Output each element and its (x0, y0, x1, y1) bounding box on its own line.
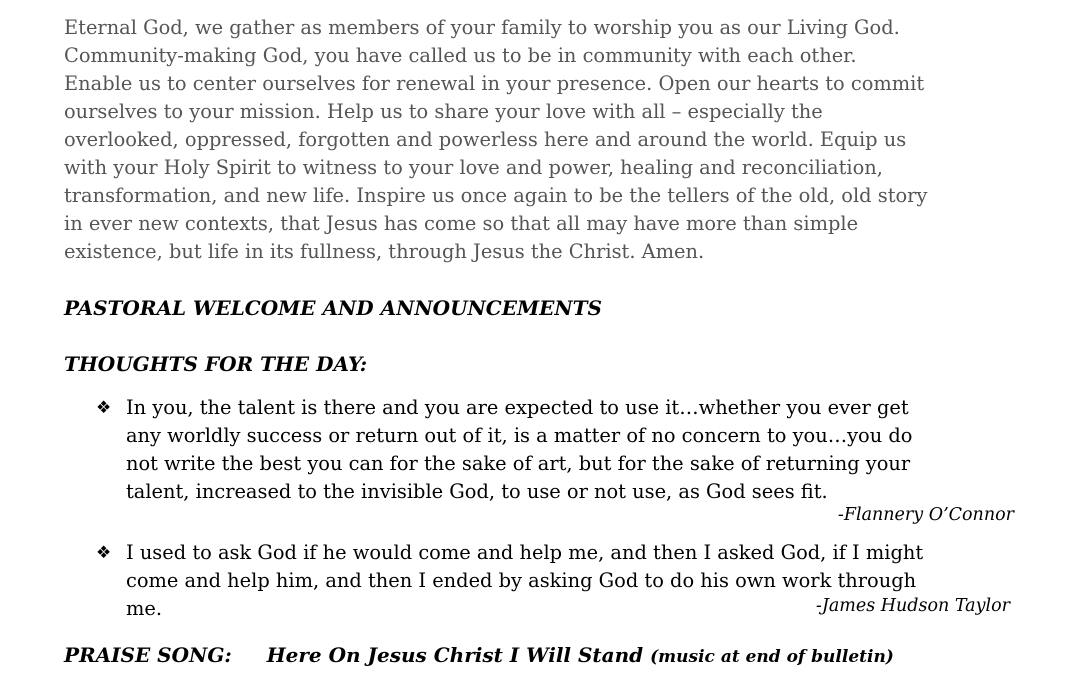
quote-line: talent, increased to the invisible God, to use or not use, as God sees fit. (126, 480, 828, 503)
prayer-line: transformation, and new life. Inspire us once again to be the tellers of the old, old story (64, 184, 928, 207)
praise-song-title: Here On Jesus Christ I Will Stand (266, 643, 644, 667)
quote-line: I used to ask God if he would come and help me, and then I asked God, if I might (126, 541, 924, 564)
quote-line: me. (126, 597, 163, 620)
praise-song-note: (music at end of bulletin) (650, 647, 894, 667)
quote-item (96, 394, 1026, 506)
quote-text (126, 394, 1026, 506)
quote-line: any worldly success or return out of it, is a matter of no concern to you…you do (126, 424, 913, 447)
quote-line: come and help him, and then I ended by asking God to do his own work through (126, 569, 917, 592)
prayer-line: Enable us to center ourselves for renewal in your presence. Open our hearts to commit (64, 72, 925, 95)
prayer-paragraph (64, 14, 1024, 266)
quote-line: not write the best you can for the sake of art, but for the sake of returning your (126, 452, 911, 475)
diamond-bullet-icon: ❖ (96, 398, 112, 418)
diamond-bullet-icon: ❖ (96, 543, 112, 563)
quote-line: In you, the talent is there and you are expected to use it…whether you ever get (126, 396, 909, 419)
quote-attribution: -James Hudson Taylor (815, 596, 1010, 616)
prayer-line: existence, but life in its fullness, through Jesus the Christ. Amen. (64, 240, 705, 263)
prayer-line: in ever new contexts, that Jesus has come so that all may have more than simple (64, 212, 859, 235)
praise-song-line (64, 643, 894, 667)
prayer-line: ourselves to your mission. Help us to share your love with all – especially the (64, 100, 823, 123)
thoughts-heading: THOUGHTS FOR THE DAY: (64, 352, 368, 376)
quote-attribution: -Flannery O’Connor (837, 505, 1014, 525)
praise-song-label: PRAISE SONG: (64, 643, 232, 667)
prayer-line: overlooked, oppressed, forgotten and powerless here and around the world. Equip us (64, 128, 907, 151)
prayer-line: with your Holy Spirit to witness to your love and power, healing and reconciliation, (64, 156, 883, 179)
prayer-line: Eternal God, we gather as members of your family to worship you as our Living God. (64, 16, 900, 39)
prayer-line: Community-making God, you have called us to be in community with each other. (64, 44, 857, 67)
welcome-heading: PASTORAL WELCOME AND ANNOUNCEMENTS (64, 296, 602, 320)
